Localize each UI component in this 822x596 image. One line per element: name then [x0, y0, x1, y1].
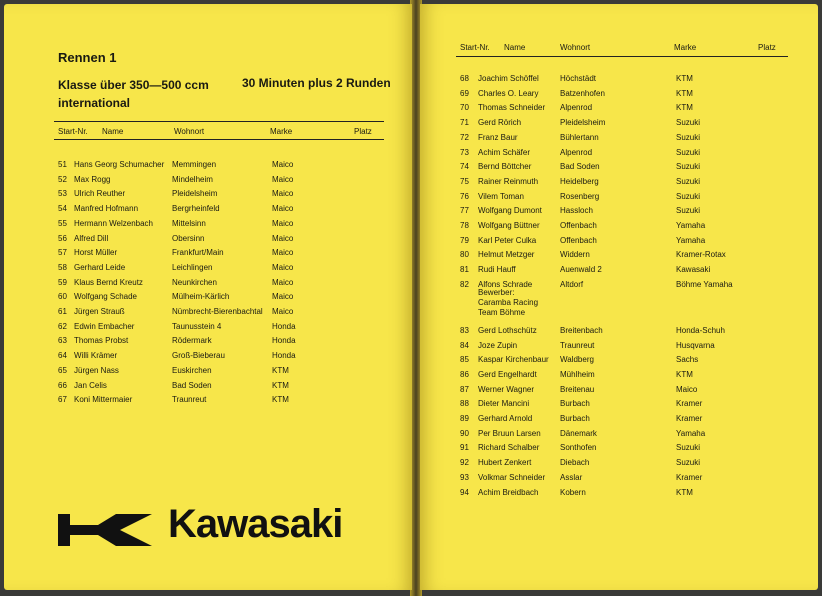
rider-name: Achim Schäfer: [478, 147, 531, 157]
start-number: 64: [58, 351, 67, 361]
rider-brand: Suzuki: [676, 132, 701, 142]
rider-town: Euskirchen: [172, 365, 212, 375]
table-row: [420, 427, 818, 441]
rider-name: Wolfgang Büttner: [478, 221, 540, 230]
rider-name: Ulrich Reuther: [74, 189, 126, 199]
table-row: [4, 364, 404, 378]
table-row: [420, 146, 818, 160]
rider-brand: Maico: [676, 384, 698, 394]
table-row: [420, 486, 818, 500]
rider-town: Mülheim-Kärlich: [172, 292, 230, 302]
rider-brand: Maico: [272, 174, 294, 184]
table-row: [4, 320, 404, 334]
table-row: [4, 305, 404, 319]
rider-name: Charles O. Leary: [478, 88, 539, 98]
rider-brand: Suzuki: [676, 162, 701, 172]
entrant-note: Caramba Racing: [478, 297, 539, 307]
table-row: [420, 160, 818, 174]
table-row: [420, 353, 818, 367]
table-row: [420, 131, 818, 145]
col-header-town: Wohnort: [174, 127, 205, 136]
col-header-rank: Platz: [354, 127, 372, 136]
entrant-note: Team Böhme: [478, 307, 526, 317]
rider-town: Neunkirchen: [172, 277, 217, 287]
start-number: 94: [460, 487, 469, 497]
col-header-brand: Marke: [270, 127, 293, 136]
rider-brand: KTM: [272, 395, 289, 405]
rider-town: Bad Soden: [172, 380, 212, 390]
rider-name: Jan Celis: [74, 380, 107, 390]
table-row: [420, 383, 818, 397]
rider-brand: Maico: [272, 277, 294, 287]
rider-name: Franz Baur: [478, 132, 518, 142]
rider-brand: Maico: [272, 262, 294, 272]
rider-name: Klaus Bernd Kreutz: [74, 277, 143, 287]
rider-name: Alfons Schrade: [478, 279, 533, 289]
table-row: [420, 204, 818, 218]
table-row: [420, 175, 818, 189]
rider-name: Dieter Mancini: [478, 399, 530, 409]
rider-brand: Maico: [272, 204, 294, 214]
col-header-town: Wohnort: [560, 43, 591, 52]
start-number: 83: [460, 325, 469, 335]
kawasaki-logo-icon: [58, 510, 158, 550]
rider-name: Hans Georg Schumacher: [74, 160, 165, 169]
left-page: [4, 4, 412, 590]
rider-name: Per Bruun Larsen: [478, 428, 541, 438]
rider-name: Richard Schalber: [478, 443, 540, 453]
rider-name: Gerd Lothschütz: [478, 325, 537, 335]
rider-brand: Kawasaki: [676, 265, 711, 275]
rider-name: Kaspar Kirchenbaur: [478, 355, 549, 365]
start-number: 90: [460, 428, 469, 438]
table-row: [4, 232, 404, 246]
rider-town: Rödermark: [172, 336, 212, 346]
table-row: [4, 187, 404, 201]
rider-name: Achim Breidbach: [478, 487, 539, 497]
rider-town: Frankfurt/Main: [172, 248, 224, 258]
rider-name: Joze Zupin: [478, 340, 518, 350]
rider-town: Pleidelsheim: [560, 118, 606, 128]
rider-name: Wolfgang Schade: [74, 292, 138, 302]
start-number: 67: [58, 395, 67, 405]
start-number: 61: [58, 307, 67, 316]
start-number: 78: [460, 221, 469, 230]
rider-brand: Maico: [272, 292, 294, 302]
class-line-1: Klasse über 350—500 ccm: [58, 78, 209, 92]
start-number: 89: [460, 414, 469, 423]
start-number: 93: [460, 472, 469, 482]
start-number: 74: [460, 162, 469, 172]
sponsor-wordmark: Kawasaki: [168, 502, 343, 546]
rider-brand: Kramer: [676, 414, 703, 423]
rider-town: Hassloch: [560, 206, 593, 216]
start-number: 58: [58, 262, 67, 272]
rider-brand: Maico: [272, 248, 294, 258]
rider-name: Willi Krämer: [74, 351, 118, 361]
start-number: 71: [460, 118, 469, 128]
rider-name: Manfred Hofmann: [74, 204, 139, 214]
table-row: [420, 72, 818, 86]
rider-brand: Maico: [272, 218, 294, 228]
rider-brand: Honda: [272, 351, 296, 361]
rider-name: Thomas Probst: [74, 336, 129, 346]
start-number: 88: [460, 399, 469, 409]
start-number: 54: [58, 204, 67, 214]
rider-town: Kobern: [560, 487, 586, 497]
table-row: [420, 87, 818, 101]
rider-town: Offenbach: [560, 235, 597, 245]
start-number: 73: [460, 147, 469, 157]
start-number: 63: [58, 336, 67, 346]
rider-name: Gerhard Arnold: [478, 414, 533, 423]
rider-brand: Maico: [272, 189, 294, 199]
rider-town: Offenbach: [560, 221, 597, 230]
col-header-name: Name: [102, 127, 124, 136]
rider-town: Dänemark: [560, 428, 597, 438]
rider-name: Wolfgang Dumont: [478, 206, 542, 216]
rider-town: Obersinn: [172, 233, 205, 243]
table-row: [4, 290, 404, 304]
start-number: 62: [58, 321, 67, 331]
rider-brand: KTM: [676, 74, 693, 83]
rider-name: Koni Mittermaier: [74, 395, 133, 405]
table-row: [420, 190, 818, 204]
rider-name: Edwin Embacher: [74, 321, 135, 331]
rider-brand: KTM: [676, 88, 693, 98]
rider-name: Jürgen Nass: [74, 365, 119, 375]
rider-town: Traunreut: [172, 395, 207, 405]
start-number: 52: [58, 174, 67, 184]
table-row: [420, 116, 818, 130]
rider-name: Max Rogg: [74, 174, 111, 184]
rider-brand: KTM: [676, 103, 693, 113]
table-row: [4, 246, 404, 260]
col-header-rank: Platz: [758, 43, 776, 52]
rider-town: Mittelsinn: [172, 218, 206, 228]
rider-brand: Suzuki: [676, 206, 701, 216]
rider-brand: KTM: [272, 380, 289, 390]
rider-brand: Suzuki: [676, 118, 701, 128]
start-number: 53: [58, 189, 67, 199]
rider-brand: Suzuki: [676, 191, 701, 201]
rider-brand: Kramer-Rotax: [676, 250, 726, 260]
rider-name: Werner Wagner: [478, 384, 535, 394]
header-rule-top: [54, 121, 384, 122]
rider-name: Bernd Böttcher: [478, 162, 532, 172]
rider-brand: Suzuki: [676, 176, 701, 186]
rider-brand: Yamaha: [676, 235, 706, 245]
start-number: 77: [460, 206, 469, 216]
rider-town: Widdern: [560, 250, 590, 260]
col-header-start: Start-Nr.: [58, 127, 88, 136]
rider-town: Breitenau: [560, 384, 595, 394]
rider-town: Mühlheim: [560, 369, 595, 379]
rider-town: Auenwald 2: [560, 265, 602, 275]
rider-town: Asslar: [560, 472, 583, 482]
rider-town: Bad Soden: [560, 162, 600, 172]
rider-brand: Kramer: [676, 399, 703, 409]
table-row: [420, 278, 818, 317]
start-number: 72: [460, 132, 469, 142]
rider-brand: Yamaha: [676, 221, 706, 230]
rider-town: Höchstädt: [560, 74, 597, 83]
header-rule-bottom: [456, 56, 788, 57]
header-rule-bottom: [54, 139, 384, 140]
start-number: 91: [460, 443, 469, 453]
rider-town: Waldberg: [560, 355, 594, 365]
start-number: 51: [58, 160, 67, 169]
start-number: 82: [460, 279, 469, 289]
col-header-brand: Marke: [674, 43, 697, 52]
rider-name: Helmut Metzger: [478, 250, 535, 260]
rider-town: Nümbrecht-Bierenbachtal: [172, 307, 263, 316]
table-row: [4, 276, 404, 290]
table-row: [420, 397, 818, 411]
race-title: Rennen 1: [58, 50, 117, 65]
start-number: 68: [460, 74, 469, 83]
rider-town: Bühlertann: [560, 132, 599, 142]
entrant-note: Bewerber:: [478, 287, 515, 297]
rider-name: Gerhard Leide: [74, 262, 126, 272]
table-row: [420, 234, 818, 248]
right-page: [420, 4, 818, 590]
table-row: [420, 412, 818, 426]
col-header-name: Name: [504, 43, 526, 52]
rider-brand: KTM: [272, 365, 289, 375]
rider-name: Gerd Engelhardt: [478, 369, 537, 379]
table-row: [420, 471, 818, 485]
start-number: 65: [58, 365, 67, 375]
rider-name: Rainer Reinmuth: [478, 176, 539, 186]
rider-name: Gerd Rörich: [478, 118, 522, 128]
table-row: [420, 101, 818, 115]
rider-town: Alpenrod: [560, 103, 593, 113]
start-number: 86: [460, 369, 469, 379]
rider-town: Memmingen: [172, 160, 217, 169]
table-row: [4, 158, 404, 172]
rider-brand: Böhme Yamaha: [676, 279, 733, 289]
start-number: 55: [58, 218, 67, 228]
start-number: 56: [58, 233, 67, 243]
race-duration: 30 Minuten plus 2 Runden: [242, 76, 391, 90]
table-row: [420, 248, 818, 262]
rider-town: Burbach: [560, 414, 590, 423]
start-number: 87: [460, 384, 469, 394]
rider-name: Hermann Welzenbach: [74, 218, 154, 228]
start-number: 84: [460, 340, 469, 350]
rider-brand: Kramer: [676, 472, 703, 482]
table-row: [4, 173, 404, 187]
rider-town: Heidelberg: [560, 176, 599, 186]
col-header-start: Start-Nr.: [460, 43, 490, 52]
table-row: [4, 261, 404, 275]
class-title: [58, 76, 238, 112]
rider-brand: Yamaha: [676, 428, 706, 438]
rider-brand: Suzuki: [676, 443, 701, 453]
rider-town: Bergrheinfeld: [172, 204, 220, 214]
table-row: [4, 379, 404, 393]
start-number: 80: [460, 250, 469, 260]
rider-town: Leichlingen: [172, 262, 213, 272]
rider-brand: KTM: [676, 487, 693, 497]
rider-town: Altdorf: [560, 279, 584, 289]
rider-name: Karl Peter Culka: [478, 235, 537, 245]
table-row: [4, 334, 404, 348]
table-row: [4, 217, 404, 231]
rider-name: Hubert Zenkert: [478, 458, 532, 468]
rider-brand: Maico: [272, 160, 294, 169]
table-row: [4, 349, 404, 363]
rider-town: Diebach: [560, 458, 590, 468]
rider-brand: Honda: [272, 336, 296, 346]
start-number: 69: [460, 88, 469, 98]
rider-name: Thomas Schneider: [478, 103, 546, 113]
rider-brand: Suzuki: [676, 458, 701, 468]
start-number: 92: [460, 458, 469, 468]
rider-name: Rudi Hauff: [478, 265, 516, 275]
rider-brand: KTM: [676, 369, 693, 379]
rider-brand: Husqvarna: [676, 340, 715, 350]
rider-brand: Maico: [272, 233, 294, 243]
rider-name: Horst Müller: [74, 248, 118, 258]
rider-name: Alfred Dill: [74, 233, 109, 243]
rider-town: Groß-Bieberau: [172, 351, 225, 361]
table-row: [4, 393, 404, 407]
rider-brand: Honda-Schuh: [676, 325, 725, 335]
table-row: [420, 441, 818, 455]
start-number: 60: [58, 292, 67, 302]
start-number: 59: [58, 277, 67, 287]
table-row: [420, 219, 818, 233]
rider-name: Jürgen Strauß: [74, 307, 125, 316]
table-row: [420, 263, 818, 277]
start-number: 76: [460, 191, 469, 201]
start-number: 70: [460, 103, 469, 113]
rider-brand: Maico: [272, 307, 294, 316]
table-row: [420, 324, 818, 338]
rider-town: Sonthofen: [560, 443, 597, 453]
rider-town: Burbach: [560, 399, 590, 409]
rider-name: Volkmar Schneider: [478, 472, 546, 482]
start-number: 57: [58, 248, 67, 258]
rider-town: Taunusstein 4: [172, 321, 222, 331]
rider-town: Mindelheim: [172, 174, 213, 184]
start-number: 66: [58, 380, 67, 390]
start-number: 79: [460, 235, 469, 245]
rider-town: Alpenrod: [560, 147, 593, 157]
rider-brand: Sachs: [676, 355, 699, 365]
rider-town: Batzenhofen: [560, 88, 605, 98]
rider-brand: Honda: [272, 321, 296, 331]
table-row: [420, 339, 818, 353]
rider-name: Vilem Toman: [478, 191, 524, 201]
class-line-2: international: [58, 96, 131, 110]
start-number: 81: [460, 265, 469, 275]
start-number: 85: [460, 355, 469, 365]
table-row: [420, 368, 818, 382]
rider-town: Traunreut: [560, 340, 595, 350]
table-row: [4, 202, 404, 216]
rider-brand: Suzuki: [676, 147, 701, 157]
rider-town: Breitenbach: [560, 325, 603, 335]
table-row: [420, 456, 818, 470]
rider-name: Joachim Schöffel: [478, 74, 539, 83]
rider-town: Pleidelsheim: [172, 189, 218, 199]
start-number: 75: [460, 176, 469, 186]
rider-town: Rosenberg: [560, 191, 600, 201]
